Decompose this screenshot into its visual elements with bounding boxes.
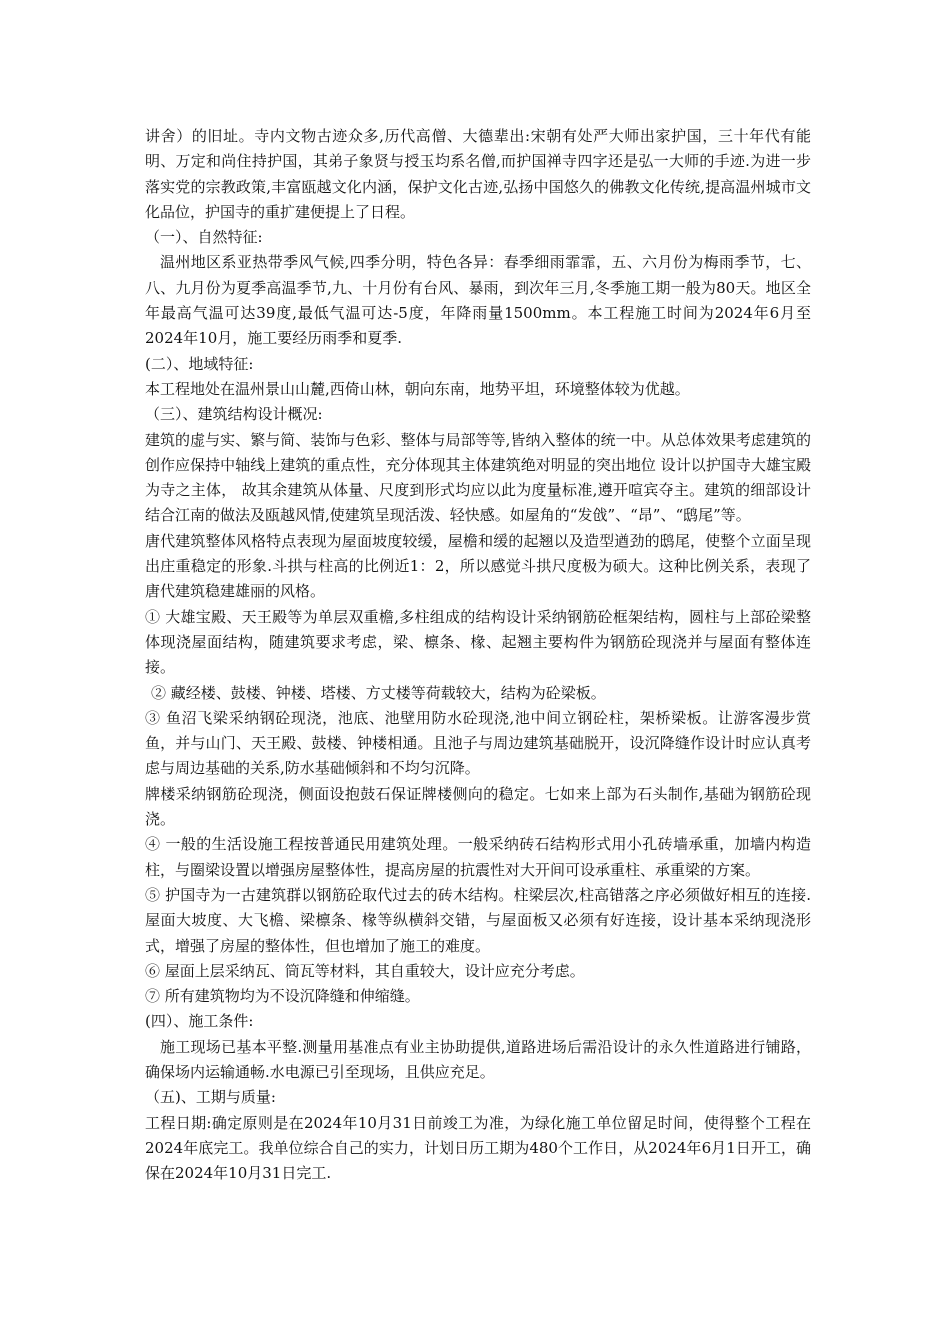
item-7-paragraph: ⑦ 所有建筑物均为不设沉降缝和伸缩缝。 bbox=[145, 987, 420, 1006]
region-paragraph: 本工程地处在温州景山山麓,西倚山林，朝向东南，地势平坦，环境整体较为优越。 bbox=[145, 379, 690, 398]
section-heading-structure: （三）、建筑结构设计概况: bbox=[145, 405, 323, 424]
item-2-paragraph: ② 藏经楼、鼓楼、钟楼、塔楼、方丈楼等荷载较大，结构为砼梁板。 bbox=[151, 683, 606, 702]
document-page bbox=[145, 124, 811, 1186]
section-heading-region: (二）、地域特征: bbox=[145, 354, 254, 373]
section-heading-natural: （一）、自然特征: bbox=[145, 228, 263, 247]
structure-overview-paragraph: 建筑的虚与实、繁与简、装饰与色彩、整体与局部等等,皆纳入整体的统一中。从总体效果考虑建筑的创作应保持中轴线上建筑的重点性，充分体现其主体建筑绝对明显的突出地位 设计以护国寺大雄宝殿为寺之主体， 故其余建筑从体量、尺度到形式均应以此为度量标准,遵开喧宾夺主。建筑的细部设计结合江南的做法及瓯越风情,使建筑呈现活泼、轻快感。如屋角的“发戗”、“昂”、“鸱尾”等。 bbox=[145, 430, 811, 525]
item-3-paragraph: ③ 鱼沼飞梁采纳钢砼现浇，池底、池壁用防水砼现浇,池中间立钢砼柱，架桥梁板。让游客漫步赏鱼，并与山门、天王殿、鼓楼、钟楼相通。且池子与周边建筑基础脱开，设沉降缝作设计时应认真考虑与周边基础的关系,防水基础倾斜和不均匀沉降。 bbox=[145, 708, 811, 778]
item-5-paragraph: ⑤ 护国寺为一古建筑群以钢筋砼取代过去的砖木结构。柱梁层次,柱高错落之序必须做好相互的连接.屋面大坡度、大飞檐、梁檩条、椽等纵横斜交错，与屋面板又必须有好连接，设计基本采纳现浇形式，增强了房屋的整体性，但也增加了施工的难度。 bbox=[145, 885, 811, 955]
schedule-paragraph: 工程日期:确定原则是在2024年10月31日前竣工为准，为绿化施工单位留足时间，使得整个工程在2024年底完工。我单位综合自己的实力，计划日历工期为480个工作日，从2024年6月1日开工，确保在2024年10月31日完工. bbox=[145, 1113, 811, 1183]
section-heading-schedule: （五)、工期与质量: bbox=[145, 1088, 276, 1107]
archway-paragraph: 牌楼采纳钢筋砼现浇，侧面设抱鼓石保证牌楼侧向的稳定。七如来上部为石头制作,基础为钢筋砼现浇。 bbox=[145, 784, 811, 829]
item-6-paragraph: ⑥ 屋面上层采纳瓦、筒瓦等材料，其自重较大，设计应充分考虑。 bbox=[145, 961, 585, 980]
item-4-paragraph: ④ 一般的生活设施工程按普通民用建筑处理。一般采纳砖石结构形式用小孔砖墙承重，加墙内构造柱，与圈梁设置以增强房屋整体性，提高房屋的抗震性对大开间可设承重柱、承重梁的方案。 bbox=[145, 835, 811, 879]
conditions-paragraph: 施工现场已基本平整.测量用基准点有业主协助提供,道路进场后需沿设计的永久性道路进行铺路，确保场内运输通畅.水电源已引至现场，且供应充足。 bbox=[145, 1037, 811, 1081]
section-heading-conditions: (四）、施工条件: bbox=[145, 1012, 254, 1031]
item-1-paragraph: ① 大雄宝殿、天王殿等为单层双重檐,多柱组成的结构设计采纳钢筋砼框架结构，圆柱与上部砼梁整体现浇屋面结构，随建筑要求考虑，梁、檩条、椽、起翘主要构件为钢筋砼现浇并与屋面有整体连接。 bbox=[145, 607, 811, 677]
tang-style-paragraph: 唐代建筑整体风格特点表现为屋面坡度较缓，屋檐和缓的起翘以及造型遒劲的鸱尾，使整个立面呈现出庄重稳定的形象.斗拱与柱高的比例近1：2，所以感觉斗拱尺度极为硕大。这种比例关系，表现了唐代建筑稳建雄丽的风格。 bbox=[145, 531, 811, 601]
intro-paragraph: 讲舍）的旧址。寺内文物古迹众多,历代高僧、大德辈出:宋朝有处严大师出家护国，三十年代有能明、万定和尚住持护国，其弟子象贤与授玉均系名僧,而护国禅寺四字还是弘一大师的手迹.为进一步落实党的宗教政策,丰富瓯越文化内涵，保护文化古迹,弘扬中国悠久的佛教文化传统,提高温州城市文化品位，护国寺的重扩建便提上了日程。 bbox=[145, 127, 811, 221]
natural-features-paragraph: 温州地区系亚热带季风气候,四季分明，特色各异：春季细雨霏霏，五、六月份为梅雨季节，七、八、九月份为夏季高温季节,九、十月份有台风、暴雨，到次年三月,冬季施工期一般为80天。地区全年最高气温可达39度,最低气温可达-5度，年降雨量1500mm。本工程施工时间为2024年6月至2024年10月，施工要经历雨季和夏季. bbox=[145, 253, 811, 348]
